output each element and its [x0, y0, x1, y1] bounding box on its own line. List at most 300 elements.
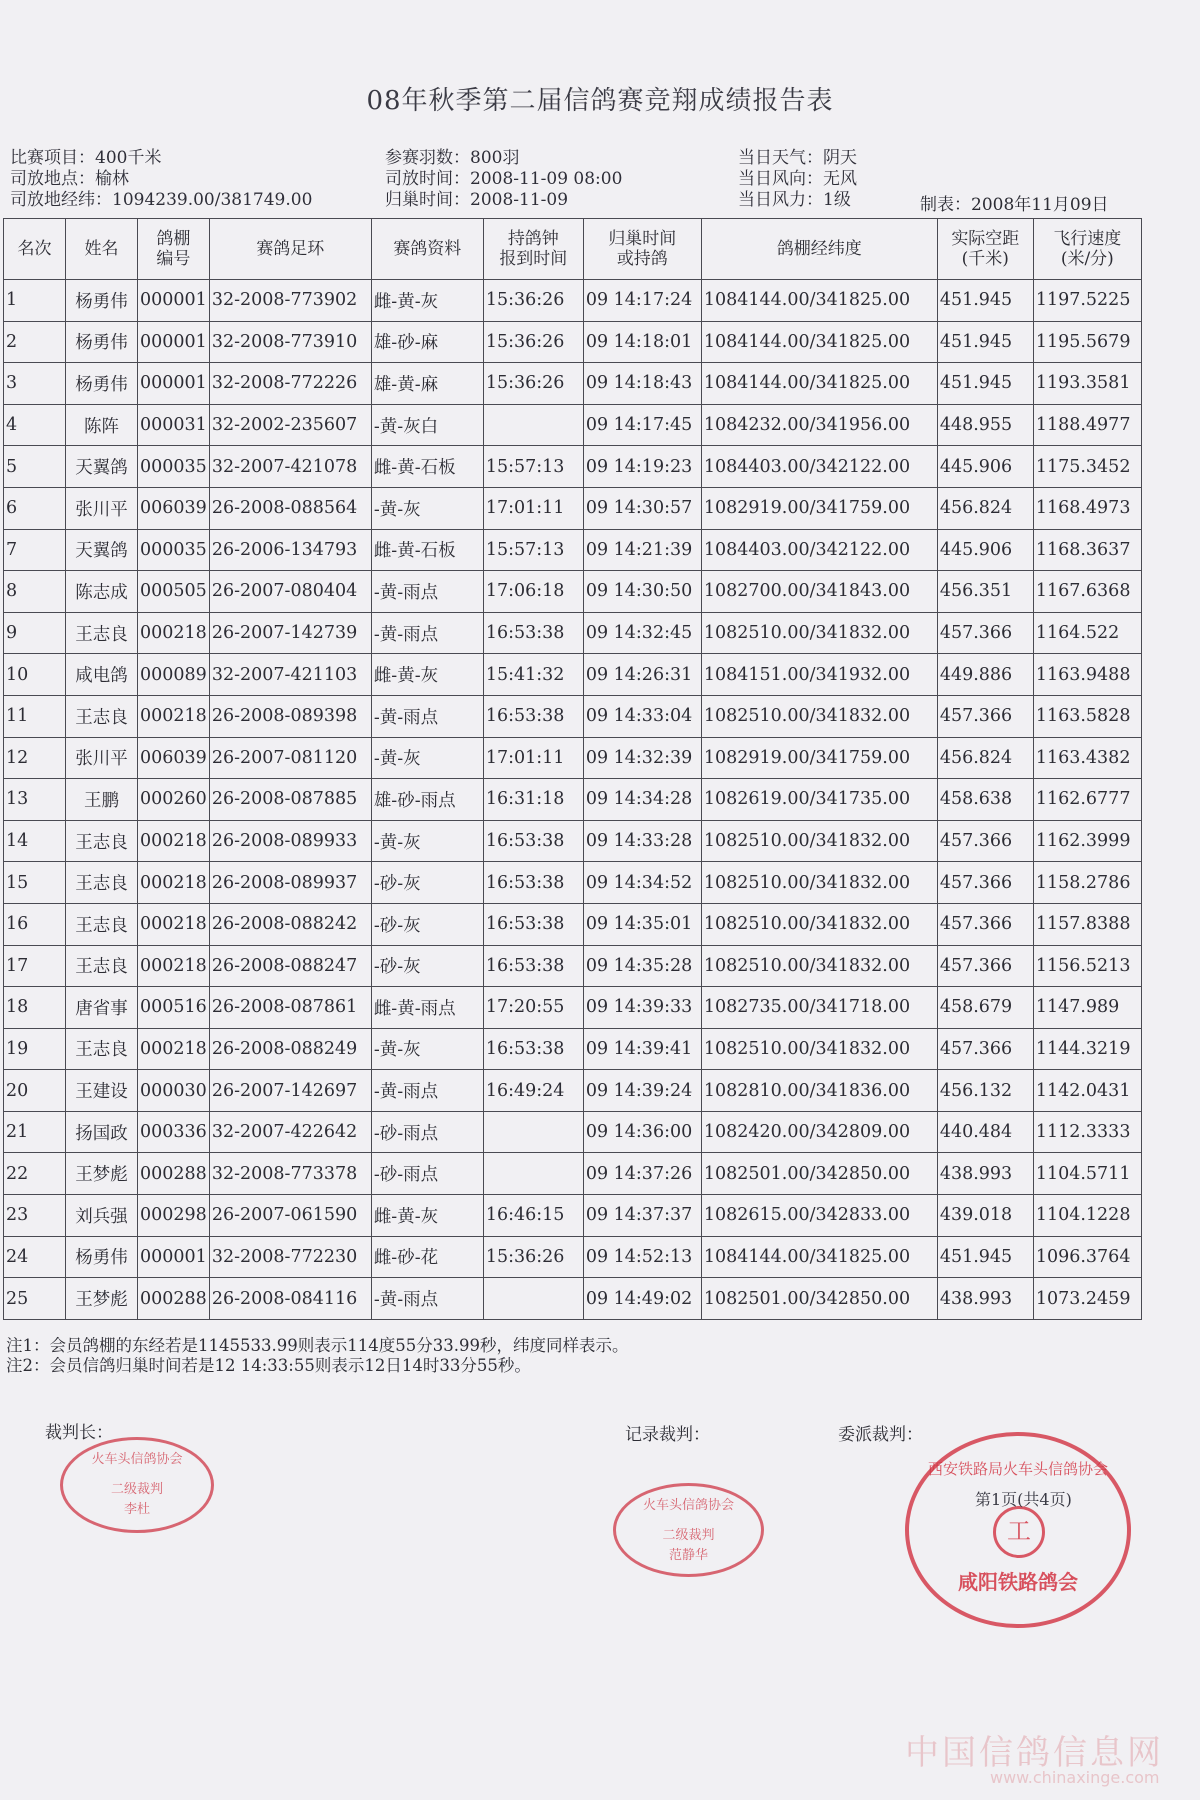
table-row	[4, 903, 1142, 945]
table-cell: 09 14:18:01	[583, 321, 701, 363]
table-cell: 17:01:11	[483, 737, 583, 779]
table-cell: 000218	[138, 820, 210, 862]
table-cell: 26-2006-134793	[209, 529, 371, 571]
table-cell: 1163.9488	[1033, 654, 1141, 696]
note-1: 注1：会员鸽棚的东经若是1145533.99则表示114度55分33.99秒，纬度同样表示。	[6, 1336, 629, 1355]
table-cell: 雌-黄-灰	[371, 280, 483, 322]
table-cell: 1082501.00/342850.00	[701, 1153, 937, 1195]
table-cell: 1082615.00/342833.00	[701, 1195, 937, 1237]
association-seal	[905, 1432, 1131, 1628]
table-cell	[483, 1278, 583, 1320]
table-cell: 09 14:32:39	[583, 737, 701, 779]
event-distance: 比赛项目：400千米	[10, 148, 162, 168]
table-cell: 22	[4, 1153, 66, 1195]
table-cell: 1084144.00/341825.00	[701, 363, 937, 405]
table-cell: 1082919.00/341759.00	[701, 737, 937, 779]
table-cell: 1175.3452	[1033, 446, 1141, 488]
table-cell: 09 14:34:28	[583, 779, 701, 821]
table-cell: 1163.4382	[1033, 737, 1141, 779]
table-row	[4, 321, 1142, 363]
table-cell: 457.366	[937, 820, 1033, 862]
table-cell: 1082735.00/341718.00	[701, 987, 937, 1029]
table-cell: 09 14:18:43	[583, 363, 701, 405]
table-cell: 雄-黄-麻	[371, 363, 483, 405]
header-cell: 鸽棚 编号	[138, 219, 210, 280]
table-cell: 32-2007-421103	[209, 654, 371, 696]
header-cell: 名次	[4, 219, 66, 280]
table-cell: 26-2008-088247	[209, 945, 371, 987]
table-cell: 439.018	[937, 1195, 1033, 1237]
table-cell: 1082510.00/341832.00	[701, 695, 937, 737]
table-cell: 1163.5828	[1033, 695, 1141, 737]
table-cell: 000218	[138, 945, 210, 987]
return-time: 归巢时间：2008-11-09	[385, 190, 569, 210]
chief-judge-label: 裁判长：	[45, 1423, 113, 1443]
table-cell: 1188.4977	[1033, 404, 1141, 446]
table-cell: 000516	[138, 987, 210, 1029]
table-cell	[483, 1153, 583, 1195]
table-cell: 25	[4, 1278, 66, 1320]
table-cell: 000288	[138, 1153, 210, 1195]
recorder-stamp-name: 范静华	[668, 1548, 708, 1563]
table-cell: 456.351	[937, 571, 1033, 613]
table-cell: 451.945	[937, 363, 1033, 405]
table-cell: 1082510.00/341832.00	[701, 862, 937, 904]
table-cell: 15	[4, 862, 66, 904]
table-row	[4, 612, 1142, 654]
table-cell: 1096.3764	[1033, 1236, 1141, 1278]
table-cell: 000218	[138, 612, 210, 654]
table-cell: 16:53:38	[483, 862, 583, 904]
table-cell: 1162.3999	[1033, 820, 1141, 862]
table-cell	[483, 404, 583, 446]
table-cell	[483, 1111, 583, 1153]
table-cell: 王志良	[66, 862, 138, 904]
table-cell: 456.824	[937, 487, 1033, 529]
recorder-stamp-ring-text: 火车头信鸽协会	[642, 1498, 734, 1513]
table-cell: 16:53:38	[483, 612, 583, 654]
table-cell: 20	[4, 1070, 66, 1112]
report-title: 08年秋季第二届信鸽赛竞翔成绩报告表	[366, 86, 834, 116]
table-cell: 451.945	[937, 280, 1033, 322]
delegate-judge-label: 委派裁判：	[838, 1425, 923, 1445]
table-cell: 17:06:18	[483, 571, 583, 613]
table-header-row	[4, 219, 1142, 280]
header-cell: 姓名	[66, 219, 138, 280]
table-cell: 1156.5213	[1033, 945, 1141, 987]
recorder-stamp-rank: 二级裁判	[662, 1528, 715, 1543]
table-cell: 000035	[138, 529, 210, 571]
table-cell: -砂-雨点	[371, 1111, 483, 1153]
table-cell: 000001	[138, 321, 210, 363]
table-cell: 1168.4973	[1033, 487, 1141, 529]
table-cell: 26-2008-088564	[209, 487, 371, 529]
table-cell: 15:36:26	[483, 1236, 583, 1278]
table-cell: 杨勇伟	[66, 363, 138, 405]
railway-emblem-icon: 工	[993, 1506, 1045, 1558]
table-cell: 24	[4, 1236, 66, 1278]
table-cell: 1197.5225	[1033, 280, 1141, 322]
table-cell: 12	[4, 737, 66, 779]
table-cell: 王建设	[66, 1070, 138, 1112]
table-cell: -黄-雨点	[371, 1070, 483, 1112]
table-cell: 440.484	[937, 1111, 1033, 1153]
table-cell: 000260	[138, 779, 210, 821]
table-cell: 17:20:55	[483, 987, 583, 1029]
table-cell: 32-2008-773378	[209, 1153, 371, 1195]
table-row	[4, 487, 1142, 529]
table-cell: 09 14:17:45	[583, 404, 701, 446]
table-cell: 448.955	[937, 404, 1033, 446]
made-date: 制表：2008年11月09日	[920, 195, 1109, 215]
weather: 当日天气：阴天	[738, 148, 857, 168]
table-cell: 6	[4, 487, 66, 529]
table-cell: 09 14:30:50	[583, 571, 701, 613]
table-cell: 7	[4, 529, 66, 571]
table-cell: 32-2008-772230	[209, 1236, 371, 1278]
table-row	[4, 571, 1142, 613]
table-cell: 000218	[138, 862, 210, 904]
table-cell: -砂-灰	[371, 862, 483, 904]
table-cell: 451.945	[937, 1236, 1033, 1278]
table-row	[4, 654, 1142, 696]
table-cell: 09 14:52:13	[583, 1236, 701, 1278]
table-row	[4, 862, 1142, 904]
table-cell: 16:53:38	[483, 903, 583, 945]
table-cell: 1193.3581	[1033, 363, 1141, 405]
table-cell: 09 14:34:52	[583, 862, 701, 904]
table-cell: 000288	[138, 1278, 210, 1320]
table-cell: 张川平	[66, 487, 138, 529]
table-cell: 15:41:32	[483, 654, 583, 696]
table-cell: 000001	[138, 1236, 210, 1278]
table-cell: 1144.3219	[1033, 1028, 1141, 1070]
chief-stamp-rank: 二级裁判	[110, 1482, 163, 1497]
table-cell: 09 14:36:00	[583, 1111, 701, 1153]
table-cell: 000218	[138, 903, 210, 945]
table-cell: 006039	[138, 737, 210, 779]
table-cell: 16	[4, 903, 66, 945]
chief-stamp-name: 李杜	[123, 1502, 150, 1517]
table-cell: 1084144.00/341825.00	[701, 1236, 937, 1278]
table-row	[4, 1278, 1142, 1320]
table-cell: 1147.989	[1033, 987, 1141, 1029]
table-cell: 1082510.00/341832.00	[701, 1028, 937, 1070]
table-cell: 457.366	[937, 1028, 1033, 1070]
seal-bottom-text: 咸阳铁路鸽会	[958, 1570, 1078, 1594]
chief-stamp-ring-text: 火车头信鸽协会	[91, 1452, 183, 1467]
table-cell: 4	[4, 404, 66, 446]
table-row	[4, 446, 1142, 488]
table-cell: 雌-黄-灰	[371, 1195, 483, 1237]
table-cell: 王志良	[66, 820, 138, 862]
table-cell: 09 14:35:28	[583, 945, 701, 987]
table-cell: 458.679	[937, 987, 1033, 1029]
table-cell: 09 14:21:39	[583, 529, 701, 571]
table-cell: 王志良	[66, 903, 138, 945]
table-cell: 000298	[138, 1195, 210, 1237]
table-row	[4, 820, 1142, 862]
table-cell: 15:57:13	[483, 529, 583, 571]
table-cell: 1157.8388	[1033, 903, 1141, 945]
table-cell: 457.366	[937, 945, 1033, 987]
table-cell: 1082510.00/341832.00	[701, 820, 937, 862]
table-cell: 15:36:26	[483, 363, 583, 405]
table-row	[4, 945, 1142, 987]
table-cell: 000089	[138, 654, 210, 696]
header-cell: 鸽棚经纬度	[701, 219, 937, 280]
table-row	[4, 1195, 1142, 1237]
note-2: 注2：会员信鸽归巢时间若是12 14:33:55则表示12日14时33分55秒。	[6, 1356, 531, 1375]
table-cell: -黄-灰	[371, 820, 483, 862]
table-cell: 16:53:38	[483, 1028, 583, 1070]
table-cell: -黄-雨点	[371, 1278, 483, 1320]
table-cell: 杨勇伟	[66, 280, 138, 322]
table-cell: 26-2007-080404	[209, 571, 371, 613]
table-cell: 438.993	[937, 1278, 1033, 1320]
table-cell: 26-2008-089937	[209, 862, 371, 904]
table-cell: 陈阵	[66, 404, 138, 446]
table-cell: 16:53:38	[483, 820, 583, 862]
header-cell: 归巢时间 或持鸽	[583, 219, 701, 280]
wind-direction: 当日风向：无风	[738, 169, 857, 189]
table-body	[4, 280, 1142, 1320]
table-cell: 09 14:39:24	[583, 1070, 701, 1112]
table-cell: 杨勇伟	[66, 321, 138, 363]
table-cell: 1082810.00/341836.00	[701, 1070, 937, 1112]
table-row	[4, 363, 1142, 405]
entry-count: 参赛羽数：800羽	[385, 148, 520, 168]
table-cell: 26-2008-087885	[209, 779, 371, 821]
info-middle	[385, 148, 622, 211]
table-row	[4, 1236, 1142, 1278]
table-cell: 26-2008-089933	[209, 820, 371, 862]
table-cell: 14	[4, 820, 66, 862]
table-cell: 26-2007-061590	[209, 1195, 371, 1237]
table-cell: 438.993	[937, 1153, 1033, 1195]
table-cell: 445.906	[937, 446, 1033, 488]
table-cell: 1084403.00/342122.00	[701, 529, 937, 571]
wind-force: 当日风力：1级	[738, 190, 851, 210]
table-cell: 陈志成	[66, 571, 138, 613]
table-cell: 26-2008-089398	[209, 695, 371, 737]
table-cell: 1	[4, 280, 66, 322]
table-cell: 1167.6368	[1033, 571, 1141, 613]
results-table	[3, 218, 1142, 1320]
table-cell: 2	[4, 321, 66, 363]
table-cell: 15:36:26	[483, 321, 583, 363]
table-cell: -黄-雨点	[371, 571, 483, 613]
table-cell: 26-2007-081120	[209, 737, 371, 779]
table-cell: 000001	[138, 363, 210, 405]
table-row	[4, 779, 1142, 821]
table-cell: 456.824	[937, 737, 1033, 779]
table-cell: 000031	[138, 404, 210, 446]
table-cell: 刘兵强	[66, 1195, 138, 1237]
table-cell: 26-2008-088242	[209, 903, 371, 945]
table-cell: 1084232.00/341956.00	[701, 404, 937, 446]
table-cell: 雄-砂-麻	[371, 321, 483, 363]
table-cell: 451.945	[937, 321, 1033, 363]
table-cell: 23	[4, 1195, 66, 1237]
table-cell: 458.638	[937, 779, 1033, 821]
table-cell: 32-2008-772226	[209, 363, 371, 405]
table-row	[4, 280, 1142, 322]
table-cell: 000001	[138, 280, 210, 322]
table-cell: 王志良	[66, 612, 138, 654]
table-cell: 1112.3333	[1033, 1111, 1141, 1153]
table-cell: -砂-灰	[371, 903, 483, 945]
table-cell: 雌-黄-石板	[371, 446, 483, 488]
table-cell: 雄-砂-雨点	[371, 779, 483, 821]
table-cell: 9	[4, 612, 66, 654]
table-cell: 09 14:30:57	[583, 487, 701, 529]
table-cell: 雌-砂-花	[371, 1236, 483, 1278]
table-cell: 26-2008-084116	[209, 1278, 371, 1320]
info-left	[10, 148, 312, 211]
table-cell: 09 14:19:23	[583, 446, 701, 488]
table-cell: 3	[4, 363, 66, 405]
table-cell: 449.886	[937, 654, 1033, 696]
table-cell: 32-2002-235607	[209, 404, 371, 446]
table-cell: 457.366	[937, 903, 1033, 945]
table-cell: -砂-雨点	[371, 1153, 483, 1195]
table-cell: 18	[4, 987, 66, 1029]
table-cell: 457.366	[937, 862, 1033, 904]
table-cell: 09 14:37:26	[583, 1153, 701, 1195]
table-row	[4, 404, 1142, 446]
table-cell: -黄-灰	[371, 737, 483, 779]
table-cell: 雌-黄-灰	[371, 654, 483, 696]
table-row	[4, 737, 1142, 779]
table-cell: 32-2007-422642	[209, 1111, 371, 1153]
table-cell: 咸电鸽	[66, 654, 138, 696]
table-cell: 1168.3637	[1033, 529, 1141, 571]
table-cell: 000505	[138, 571, 210, 613]
table-cell: 王梦彪	[66, 1278, 138, 1320]
header-cell: 持鸽钟 报到时间	[483, 219, 583, 280]
header-cell: 实际空距 (千米)	[937, 219, 1033, 280]
header-cell: 赛鸽足环	[209, 219, 371, 280]
table-cell: 09 14:35:01	[583, 903, 701, 945]
table-cell: 1082420.00/342809.00	[701, 1111, 937, 1153]
table-row	[4, 695, 1142, 737]
table-row	[4, 1111, 1142, 1153]
table-cell: -黄-雨点	[371, 612, 483, 654]
table-cell: 杨勇伟	[66, 1236, 138, 1278]
table-cell: 张川平	[66, 737, 138, 779]
table-cell: 32-2008-773902	[209, 280, 371, 322]
table-cell: 32-2007-421078	[209, 446, 371, 488]
table-cell: 天翼鸽	[66, 446, 138, 488]
table-cell: 09 14:37:37	[583, 1195, 701, 1237]
table-cell: 雌-黄-石板	[371, 529, 483, 571]
table-cell: 16:46:15	[483, 1195, 583, 1237]
table-cell: 000035	[138, 446, 210, 488]
table-row	[4, 1028, 1142, 1070]
table-cell: 10	[4, 654, 66, 696]
header-cell: 赛鸽资料	[371, 219, 483, 280]
table-cell: 1142.0431	[1033, 1070, 1141, 1112]
table-cell: 09 14:26:31	[583, 654, 701, 696]
table-cell: 1082510.00/341832.00	[701, 945, 937, 987]
watermark-url: www.chinaxinge.com	[990, 1768, 1160, 1787]
table-cell: 000218	[138, 1028, 210, 1070]
table-cell: 1082619.00/341735.00	[701, 779, 937, 821]
table-cell: 15:57:13	[483, 446, 583, 488]
seal-ring-text: 西安铁路局火车头信鸽协会	[927, 1460, 1108, 1478]
table-cell: 09 14:39:41	[583, 1028, 701, 1070]
table-row	[4, 1153, 1142, 1195]
table-cell: 19	[4, 1028, 66, 1070]
table-row	[4, 1070, 1142, 1112]
table-cell: 26-2007-142739	[209, 612, 371, 654]
table-cell: 26-2008-087861	[209, 987, 371, 1029]
table-cell: 1158.2786	[1033, 862, 1141, 904]
release-place: 司放地点：榆林	[10, 169, 129, 189]
table-cell: 1084144.00/341825.00	[701, 280, 937, 322]
release-time: 司放时间：2008-11-09 08:00	[385, 169, 623, 189]
table-cell: 扬国政	[66, 1111, 138, 1153]
table-cell: 006039	[138, 487, 210, 529]
table-cell: 26-2008-088249	[209, 1028, 371, 1070]
table-cell: -黄-灰白	[371, 404, 483, 446]
table-cell: 09 14:39:33	[583, 987, 701, 1029]
table-cell: 457.366	[937, 695, 1033, 737]
table-cell: 1104.5711	[1033, 1153, 1141, 1195]
table-cell: 09 14:17:24	[583, 280, 701, 322]
table-cell: 000336	[138, 1111, 210, 1153]
table-cell: 445.906	[937, 529, 1033, 571]
table-cell: 1073.2459	[1033, 1278, 1141, 1320]
watermark: 中国信鸽信息网	[905, 1733, 1164, 1773]
table-cell: -黄-灰	[371, 1028, 483, 1070]
table-cell: 457.366	[937, 612, 1033, 654]
table-cell: 09 14:32:45	[583, 612, 701, 654]
table-cell: 1082919.00/341759.00	[701, 487, 937, 529]
table-cell: -黄-雨点	[371, 695, 483, 737]
table-cell: 16:53:38	[483, 695, 583, 737]
header-cell: 飞行速度 (米/分)	[1033, 219, 1141, 280]
table-cell: 11	[4, 695, 66, 737]
table-cell: 1082510.00/341832.00	[701, 903, 937, 945]
table-cell: 王志良	[66, 1028, 138, 1070]
table-cell: 1084144.00/341825.00	[701, 321, 937, 363]
table-cell: 5	[4, 446, 66, 488]
table-cell: 1164.522	[1033, 612, 1141, 654]
info-right	[738, 148, 857, 211]
table-cell: 13	[4, 779, 66, 821]
chief-judge-stamp	[60, 1437, 214, 1533]
table-cell: 16:31:18	[483, 779, 583, 821]
table-cell: 1162.6777	[1033, 779, 1141, 821]
table-row	[4, 529, 1142, 571]
table-row	[4, 987, 1142, 1029]
table-cell: 17:01:11	[483, 487, 583, 529]
table-cell: 王鹏	[66, 779, 138, 821]
table-cell: 1104.1228	[1033, 1195, 1141, 1237]
page-number: 第1页(共4页)	[975, 1490, 1072, 1509]
table-cell: 26-2007-142697	[209, 1070, 371, 1112]
table-cell: 雌-黄-雨点	[371, 987, 483, 1029]
release-coords: 司放地经纬：1094239.00/381749.00	[10, 190, 313, 210]
table-cell: 1082501.00/342850.00	[701, 1278, 937, 1320]
table-cell: 09 14:33:28	[583, 820, 701, 862]
table-cell: 天翼鸽	[66, 529, 138, 571]
table-cell: 16:49:24	[483, 1070, 583, 1112]
notes	[6, 1336, 628, 1376]
table-cell: -黄-灰	[371, 487, 483, 529]
